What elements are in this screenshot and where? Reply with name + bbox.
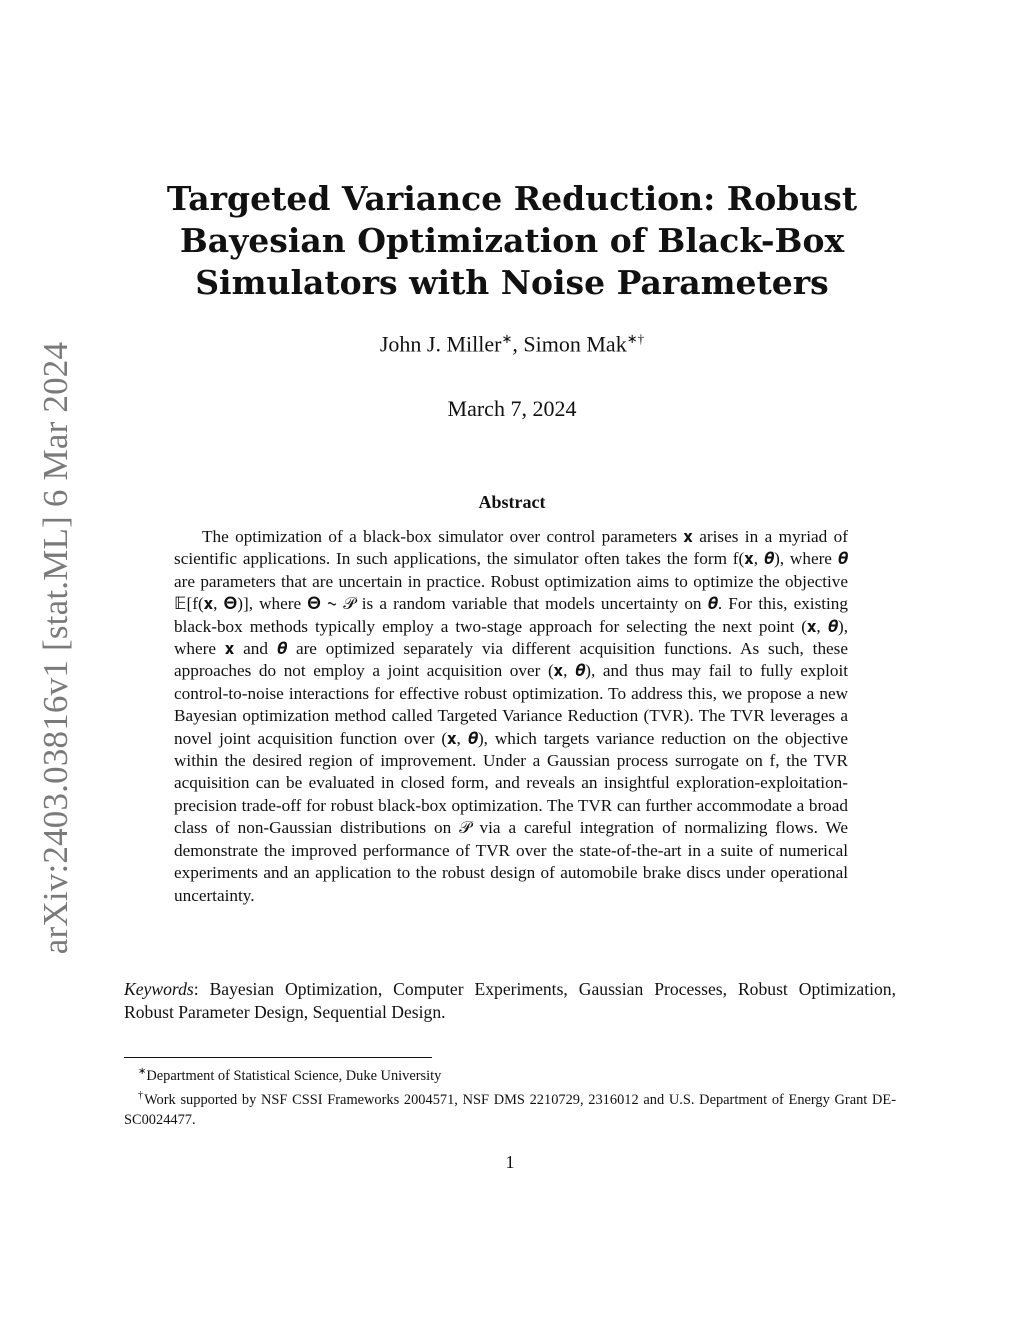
keywords-label: Keywords bbox=[124, 979, 194, 999]
author-affiliation-mark: ∗† bbox=[626, 331, 645, 346]
footnote-funding bbox=[124, 1086, 896, 1130]
title-line-3: Simulators with Noise Parameters bbox=[195, 263, 829, 302]
title-line-1: Targeted Variance Reduction: Robust bbox=[166, 179, 858, 218]
abstract-heading: Abstract bbox=[478, 492, 546, 512]
page-number: 1 bbox=[505, 1152, 515, 1172]
keywords-paragraph bbox=[124, 978, 896, 1024]
title-line-2: Bayesian Optimization of Black-Box bbox=[179, 221, 845, 260]
footnotes bbox=[124, 1062, 896, 1130]
footnote-divider bbox=[124, 1057, 432, 1058]
publication-date: March 7, 2024 bbox=[447, 396, 577, 421]
footnote-text: Work supported by NSF CSSI Frameworks 2004571, NSF DMS 2210729, 2316012 and U.S. Department of Energy Grant DE-SC0024477. bbox=[124, 1091, 896, 1128]
author-list bbox=[140, 331, 884, 357]
footnote-affiliation bbox=[124, 1062, 896, 1086]
footnote-mark: † bbox=[138, 1089, 145, 1101]
footnote-text: Department of Statistical Science, Duke University bbox=[146, 1067, 442, 1084]
author-name: Simon Mak bbox=[523, 331, 627, 357]
abstract-body: The optimization of a black-box simulator over control parameters 𝐱 arises in a myriad of scientific applications. In such applications, the simulator often takes the form f(𝐱, 𝜽), where 𝜽 are parameters that are uncertain in practice. Robust optimization aims to optimize the objective 𝔼[f(𝐱, 𝚯)], where 𝚯 ∼ 𝒫 is a random variable that models uncertainty on 𝜽. For this, existing black-box methods typically employ a two-stage approach for selecting the next point (𝐱, 𝜽), where 𝐱 and 𝜽 are optimized separately via different acquisition functions. As such, these approaches do not employ a joint acquisition over (𝐱, 𝜽), and thus may fail to fully exploit control-to-noise interactions for effective robust optimization. To address this, we propose a new Bayesian optimization method called Targeted Variance Reduction (TVR). The TVR leverages a novel joint acquisition function over (𝐱, 𝜽), which targets variance reduction on the objective within the desired region of improvement. Under a Gaussian process surrogate on f, the TVR acquisition can be evaluated in closed form, and reveals an insightful exploration-exploitation-precision trade-off for robust black-box optimization. The TVR can further accommodate a broad class of non-Gaussian distributions on 𝒫 via a careful integration of normalizing flows. We demonstrate the improved performance of TVR over the state-of-the-art in a suite of numerical experiments and an application to the robust design of automobile brake discs under operational uncertainty. bbox=[174, 527, 848, 905]
footnote-mark: ∗ bbox=[138, 1066, 147, 1077]
author-affiliation-mark: ∗ bbox=[501, 331, 513, 346]
paper-title bbox=[140, 178, 884, 304]
author-name: John J. Miller bbox=[379, 331, 502, 357]
keywords-list: : Bayesian Optimization, Computer Experiments, Gaussian Processes, Robust Optimization, Robust Parameter Design, Sequential Design. bbox=[124, 979, 896, 1022]
author-separator: , bbox=[512, 331, 524, 357]
arxiv-identifier-stamp[interactable]: arXiv:2403.03816v1 [stat.ML] 6 Mar 2024 bbox=[36, 341, 75, 955]
